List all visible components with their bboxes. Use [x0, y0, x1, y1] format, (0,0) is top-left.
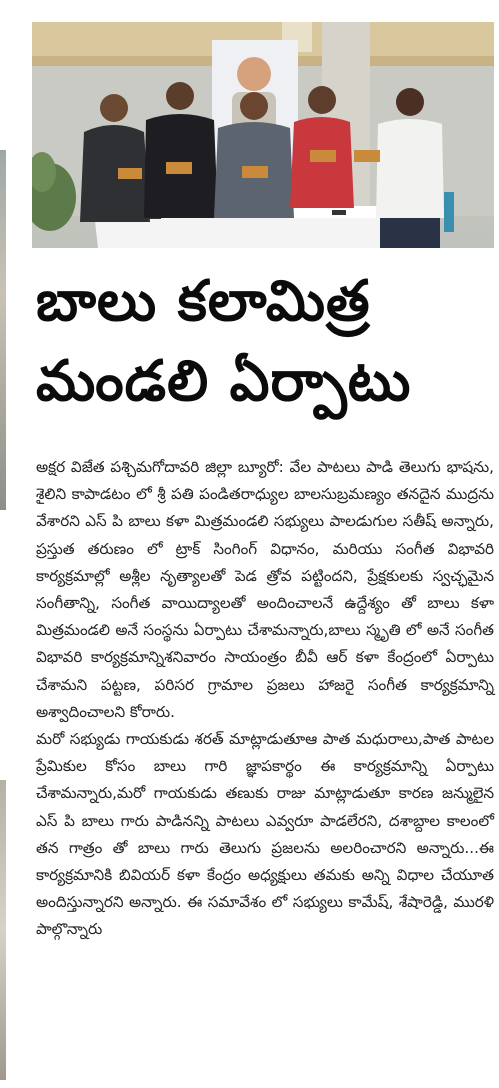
news-photo: [32, 22, 494, 248]
headline-line-2: మండలి ఏర్పాటు: [36, 349, 412, 414]
adjacent-clipping-edge: [0, 780, 6, 1080]
headline-line-1: బాలు కలామిత్ర: [36, 269, 371, 334]
article-body: [36, 454, 494, 944]
article-paragraph: మరో సభ్యుడు గాయకుడు శరత్ మాట్లాడుతూఆ పాత మధురాలు,పాత పాటల ప్రేమికుల కోసం బాలు గారి జ్ఞాపకార్థం ఈ కార్యక్రమాన్ని ఏర్పాటు చేశామన్నారు,మరో గాయకుడు తణుకు రాజు మాట్లాడుతూ కారణ జన్ములైన ఎస్ పి బాలు గారు పాడినన్ని పాటలు ఎవ్వరూ పాడలేరని, దశాబ్దాల కాలంలో తన గాత్రం తో బాలు గారు తెలుగు ప్రజలను అలరించారని అన్నారు...ఈ కార్యక్రమానికి బివియర్ కళా కేంద్రం అధ్యక్షులు తమకు అన్ని విధాల చేయూత అందిస్తున్నారని అన్నారు. ఈ సమావేశం లో సభ్యులు కామేష్, శేషారెడ్డి, మురళి పాల్గొన్నారు: [36, 730, 494, 939]
article-paragraph: అక్షర విజేత పశ్చిమగోదావరి జిల్లా బ్యూరో: వేల పాటలు పాడి తెలుగు భాషను, శైలిని కాపాడటం లో శ్రీ పతి పండితరాధ్యుల బాలసుబ్రమణ్యం తనదైన ముద్రను వేశారని ఎస్ పి బాలు కళా మిత్రమండలి సభ్యులు పాలడుగుల సతీష్ అన్నారు, ప్రస్తుత తరుణం లో ట్రాక్ సింగింగ్ విధానం, మరియు సంగీత విభావరి కార్యక్రమాల్లో అశ్లీల నృత్యాలతో పెడ త్రోవ పట్టిందని, ప్రేక్షకులకు స్వచ్ఛమైన సంగీతాన్ని, సంగీత వాయిద్యాలతో అందించాలనే ఉద్దేశ్యం తో బాలు కళా మిత్రమండలి అనే సంస్థను ఏర్పాటు చేశామన్నారు,బాలు స్మృతి లో అనే సంగీత విభావరి కార్యక్రమాన్నిశనివారం సాయంత్రం బీవీ ఆర్ కళా కేంద్రంలో ఏర్పాటు చేశామని పట్టణ, పరిసర గ్రామాల ప్రజలు హాజరై సంగీత కార్యక్రమాన్ని అశ్వాదించాలని కోరారు.: [36, 458, 494, 721]
adjacent-clipping-edge: [0, 150, 6, 510]
headline: [36, 262, 496, 422]
news-photo-illustration: [32, 22, 494, 248]
